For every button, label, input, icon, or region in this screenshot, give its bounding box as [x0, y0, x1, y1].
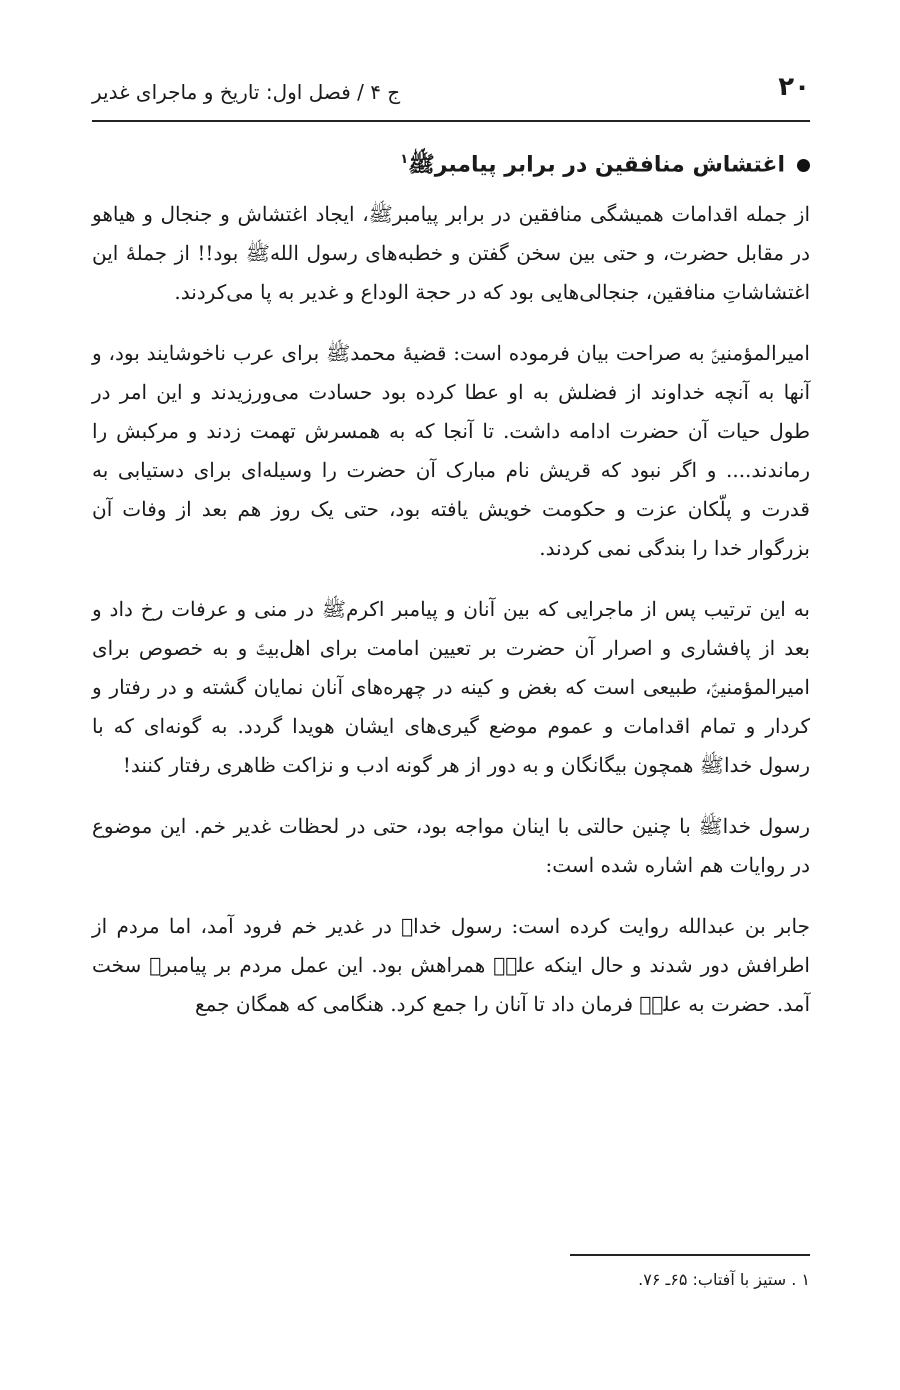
footnote: ۱ . ستیز با آفتاب: ۶۵ـ ۷۶.	[638, 1270, 810, 1289]
paragraph-2: امیرالمؤمنینؑ به صراحت بیان فرموده است: قضیهٔ محمدﷺ برای عرب ناخوشایند بود، و آنها به آنچه خداوند از فضلش به او عطا کرده بود حسادت می‌ورزیدند و این امر در طول حیات آن حضرت ادامه داشت. تا آنجا که به همسرش تهمت زدند و مرکبش را رماندند.... و اگر نبود که قریش نام مبارک آن حضرت را وسیله‌ای برای دستیابی به قدرت و پلّکان عزت و حکومت خویش یافته بود، حتی یک روز هم بعد از وفات آن بزرگوار خدا را بندگی نمی کردند.	[92, 341, 810, 561]
page-number: ۲۰	[778, 72, 810, 102]
running-title: ج ۴ / فصل اول: تاریخ و ماجرای غدیر	[92, 80, 401, 104]
paragraph-1: از جمله اقدامات همیشگی منافقین در برابر پیامبرﷺ، ایجاد اغتشاش و جنجال و هیاهو در مقابل حضرت، و حتی بین سخن گفتن و خطبه‌های رسول اللهﷺ بود!! از جملهٔ این اغتشاشاتِ منافقین، جنجالی‌هایی بود که در حجة الوداع و غدیر به پا می‌کردند.	[92, 202, 810, 305]
section-heading	[92, 140, 810, 185]
bullet-icon	[797, 159, 810, 172]
footnote-divider	[570, 1254, 810, 1256]
page-body	[92, 140, 810, 1046]
paragraph-4: رسول خداﷺ با چنین حالتی با اینان مواجه بود، حتی در لحظات غدیر خم. این موضوع در روایات هم اشاره شده است:	[92, 814, 810, 878]
footnote-reference: ۱	[400, 152, 409, 167]
paragraph-3: به این ترتیب پس از ماجرایی که بین آنان و پیامبر اکرمﷺ در منی و عرفات رخ داد و بعد از پافشاری و اصرار آن حضرت بر تعیین امامت برای اهل‌بیتؑ و به خصوص برای امیرالمؤمنینؑ، طبیعی است که بغض و کینه در چهره‌های آنان نمایان گشته و در رفتار و کردار و تمام اقدامات و عموم موضع گیری‌های ایشان هویدا گردد. به گونه‌ای که با رسول خداﷺ همچون بیگانگان و به دور از هر گونه ادب و نزاکت ظاهری رفتار کنند!	[92, 597, 810, 778]
page-header	[92, 62, 810, 122]
section-heading-text: اغتشاش منافقین در برابر پیامبرﷺ	[408, 152, 785, 178]
paragraph-5: جابر بن عبدالله روایت کرده است: رسول خداﷺ در غدیر خم فرود آمد، اما مردم از اطرافش دور شدند و حال اینکه علیؑ همراهش بود. این عمل مردم بر پیامبرﷺ سخت آمد. حضرت به علیؑ فرمان داد تا آنان را جمع کرد. هنگامی که همگان جمع	[92, 914, 810, 1017]
